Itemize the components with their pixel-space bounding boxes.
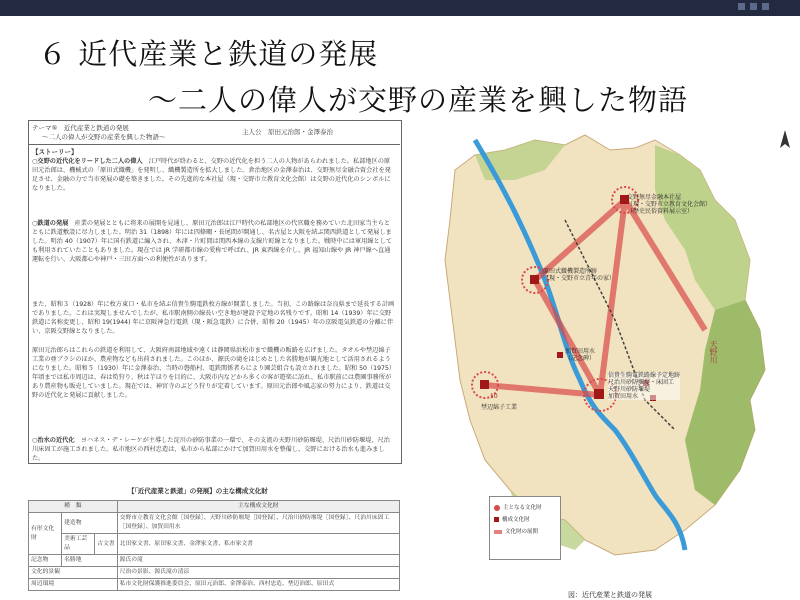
- protagonist: 主人公 原田元治郎・金澤泰治: [242, 128, 333, 136]
- theme-label: テーマ⑤ 近代産業と鉄道の発展: [32, 124, 129, 132]
- paragraph: ○交野の近代化をリードした二人の偉人 江戸時代が終わると、交野の近代化を担う二人の人物があらわれました。私部地区の原田元治郎は、機械式の「原田式織機」を発明し、織機製造所を拡大しました。倉治地区の金澤泰治は、交野無尽金融合資会社を発足させ、金融の力で当市発展の礎を築きました。その先進的な本社屋（現・交野市立教育文化会館）は交野の近代化のシンボルになりました。: [32, 158, 391, 192]
- north-arrow-icon: [780, 130, 790, 148]
- table-row: 文化的景観 尺治の景影、源氏滝の清涼: [29, 567, 400, 579]
- label-irrigation: 加賀田用水 （記念碑）: [565, 348, 596, 362]
- map-legend: [489, 496, 561, 560]
- paragraph: また、昭和３（1928）年に枚方東口・私市を結ぶ信貴生駒電鉄枚方線が開業しました。当初、この路線は奈良県まで延長する計画でありました。これは実現しませんでしたが、私市駅南側の線長い空き地が建設予定地の名残りです。昭和 14（1939）年に交野鉄道に名称変更し、昭和 19(1944) 年に京阪神急行電鉄（現・阪急電鉄）に合併、昭和 20（1945）年の京阪電気鉄道の分離に伴い、京阪交野線となりました。: [32, 301, 395, 335]
- cultural-assets-table: [28, 500, 400, 591]
- label-brush: 埜辺綿子工業: [481, 404, 518, 411]
- table-row: 周辺環境 私市文化財保護推進委員会、原田元治郎、金澤泰治、西村忠造、埜辺治郎、原田式: [29, 579, 400, 591]
- decor-square: [750, 3, 757, 10]
- decor-square: [738, 3, 745, 10]
- top-bar: [0, 0, 800, 16]
- map-panel: [415, 110, 800, 600]
- document-panel: [28, 120, 402, 598]
- table-row: 有形文化財 建造物 交野市立教育文化会館［国登録］、天野川砂防堰堤［国登録］、尺治川砂防堰堤［国登録］、尺治川床固工［国登録］、加賀田用水: [29, 513, 400, 534]
- label-top-site: 交野無尽金融本社屋 （現・交野市立教育文化会館） （歴史民俗資料展示室）: [627, 194, 712, 215]
- paragraph: 原田元治郎らはこれらの鉄道を利用して、大阪府南部地域や遠くは静岡県浜松市まで織機の販路を広げました。タオルや埜辺綿子工業の亜ブラシのほか、農産物なども出荷されました。このほか、源氏の滝をはじめとした名勝地が観光地として活用されるようになりました。昭和５（1930）年に金澤泰治、当時の磐船村、電鉄関係者らにより園芸組合も設立されました。昭和 50（1975）年頃までは私市周辺は、春は筍狩り、秋は芋ほりを目的に、大阪市内などから多くの客が遊楽に訪れ、私市駅前には農園事務所があり農産物も販売していました。現在では、神宮寺のぶどう狩りが定着しています。原田元治郎や風志家の努力により、鉄道は交野の近代化と発展に貢献しました。: [32, 347, 396, 399]
- label-railway: 信貴生駒電鉄路線予定地跡 尺治川砂防堰堤・床固工 天野川砂防堰堤 加賀田用水: [608, 372, 681, 400]
- paragraph: ○治水の近代化 ヨハネス・デ・レーケが主導した淀川の砂防事業の一環で、その支流の天野川砂防堰堤、尺治川砂防堰堤、尺治川床固工が施工されました。私市地区の西村忠造は、私市から私部にかけて加賀田用水を整備し、交野における治水も進みました。: [32, 437, 390, 462]
- label-loom-site: 原田式織機製造所跡 （現・交野市立青年の家）: [543, 268, 616, 282]
- legend-item: 主となる文化財: [494, 503, 542, 511]
- story-header: 【ストーリー】: [32, 148, 78, 156]
- divider: [28, 144, 400, 145]
- table-row: 美術工芸品 古文書 北田家文書、原田家文書、金澤家文書、私市家文書: [29, 534, 400, 555]
- figure-caption: 図：近代産業と鉄道の発展: [568, 591, 652, 599]
- theme-subtitle: 〜二人の偉人が交野の産業を興した物語〜: [42, 133, 166, 141]
- decor-square: [762, 3, 769, 10]
- slide-title: ６ 近代産業と鉄道の発展: [38, 37, 379, 71]
- table-title: 【「近代産業と鉄道」の発展】の主な構成文化財: [128, 487, 268, 495]
- table-row: 記念物 名勝地 源氏の滝: [29, 555, 400, 567]
- paragraph: ○鉄道の発展 産業の発展とともに将来の展開を見通し、原田元治郎は江戸時代の私部地区の代官職を務めていた北田家当主らとともに鉄道敷設に尽力しました。明治 31（1898）年には四條畷・長尾間が開通し、名古屋と大阪を結ぶ関西鉄道として発展しました。明治 40（1907）年に国有鉄道に編入され、木津・片町間は関西本線の支線片町線となりました。戦時中には軍用線としても利用されていたこともありました。現在では JR 学研都市線の愛称で呼ばれ、JR 東西線を介し、JR 福知山線や JR 神戸線へ直通運転を行い、大阪都心や神戸・三田方面への利便性があります。: [32, 220, 393, 263]
- legend-item: 文化財の展開: [494, 527, 538, 535]
- table-header: 種 類 主な構成文化財: [29, 501, 400, 513]
- slide-subtitle: ～二人の偉人が交野の産業を興した物語: [148, 83, 689, 117]
- legend-item: 構成文化財: [494, 515, 530, 523]
- label-number: 10: [490, 393, 498, 400]
- label-river: 天野川: [709, 340, 718, 364]
- map-graphic: [415, 110, 800, 600]
